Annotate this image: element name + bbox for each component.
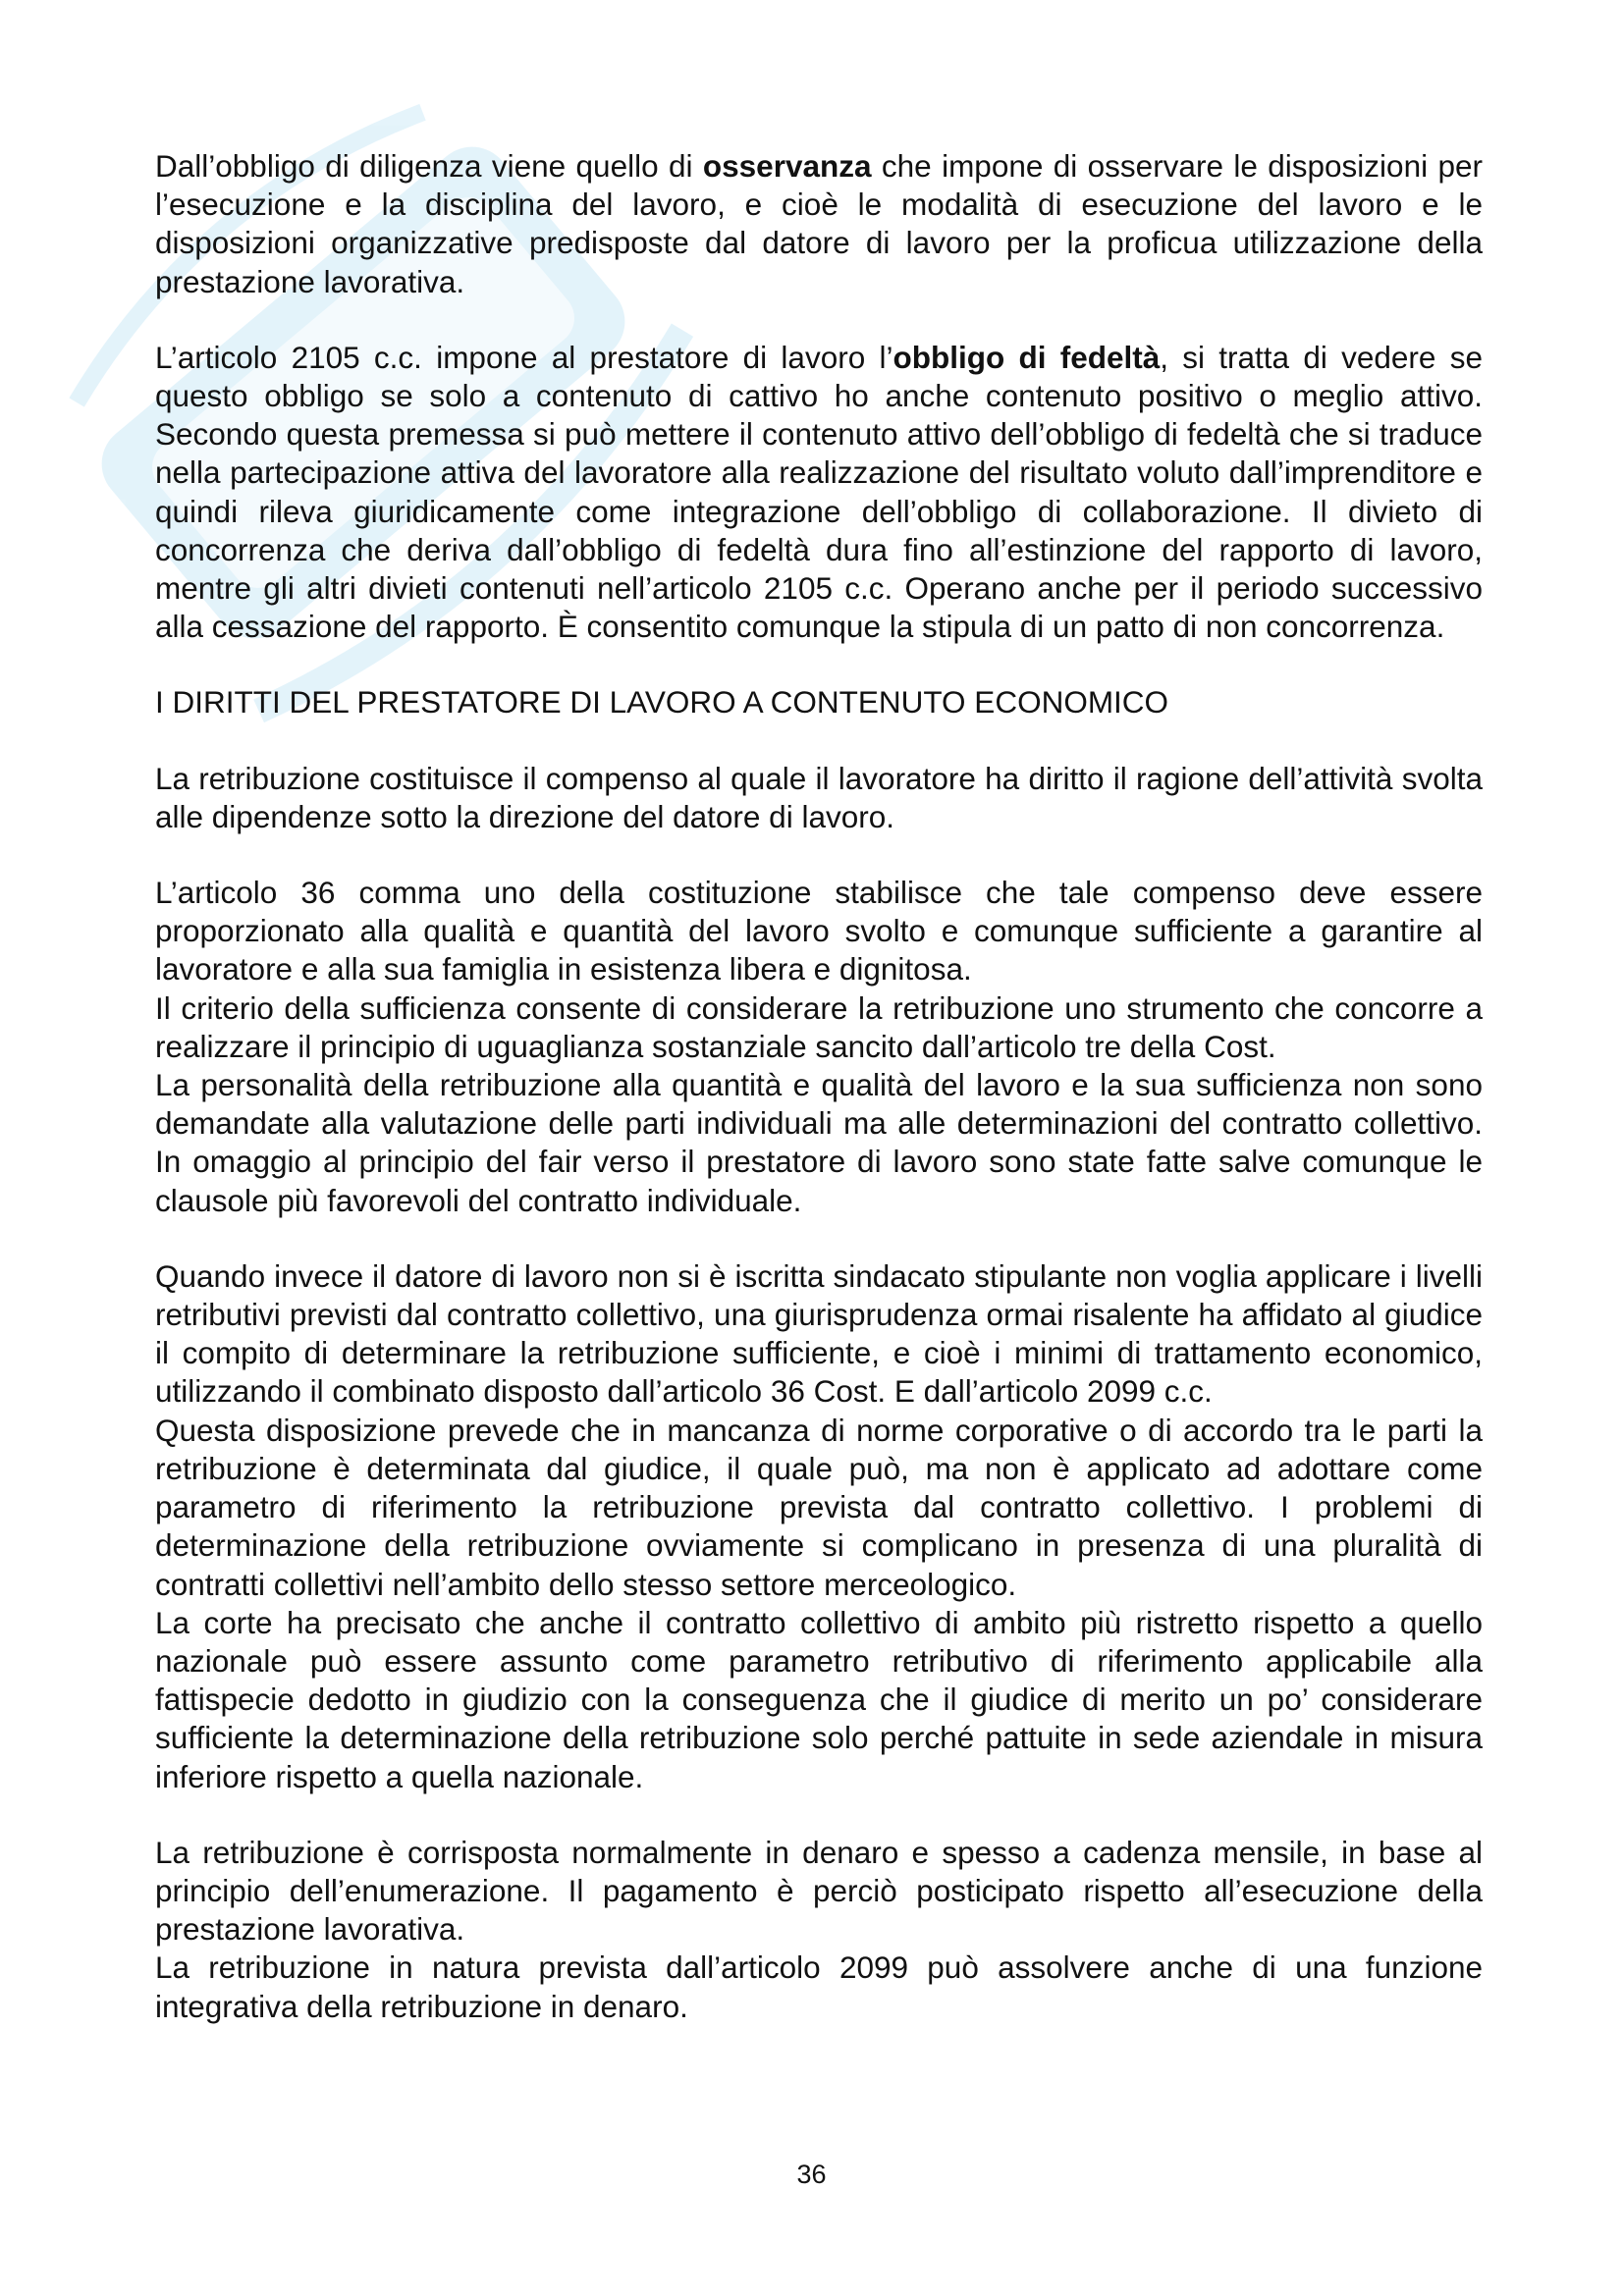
paragraph-osservanza bbox=[155, 147, 1483, 301]
paragraph-personalita: La personalità della retribuzione alla quantità e qualità del lavoro e la sua sufficienza non sono demandate alla valutazione delle parti individuali ma alle determinazioni del contratto collettivo. In omaggio al principio del fair verso il prestatore di lavoro sono state fatte salve comunque le clausole più favorevoli del contratto individuale. bbox=[155, 1067, 1483, 1218]
text-segment: L’articolo 2105 c.c. impone al prestatore di lavoro l’ bbox=[155, 339, 893, 375]
paragraph-articolo-36: L’articolo 36 comma uno della costituzione stabilisce che tale compenso deve essere proporzionato alla qualità e quantità del lavoro svolto e comunque sufficiente a garantire al lavoratore e alla sua famiglia in esistenza libera e dignitosa. bbox=[155, 875, 1483, 988]
text-segment: Dall’obbligo di diligenza viene quello di bbox=[155, 148, 703, 184]
text-segment: , si tratta di vedere se questo obbligo se solo a contenuto di cattivo ho anche contenuto positivo o meglio attivo. Secondo questa premessa si può mettere il contenuto attivo dell’obbligo di fedeltà che si traduce nella partecipazione attiva del lavoratore alla realizzazione del risultato voluto dall’imprenditore e quindi rileva giuridicamente come integrazione dell’obbligo di collaborazione. Il divieto di concorrenza che deriva dall’obbligo di fedeltà dura fino all’estinzione del rapporto di lavoro, mentre gli altri divieti contenuti nell’articolo 2105 c.c. Operano anche per il periodo successivo alla cessazione del rapporto. È consentito comunque la stipula di un patto di non concorrenza. bbox=[155, 339, 1483, 645]
term-osservanza: osservanza bbox=[702, 148, 872, 184]
term-obbligo-di-fedelta: obbligo di fedeltà bbox=[893, 339, 1161, 375]
paragraph-retribuzione-natura: La retribuzione in natura prevista dall’articolo 2099 può assolvere anche di una funzione integrativa della retribuzione in denaro. bbox=[155, 1949, 1483, 2024]
paragraph-fedelta bbox=[155, 339, 1483, 647]
paragraph-denaro: La retribuzione è corrisposta normalmente in denaro e spesso a cadenza mensile, in base al principio dell’enumerazione. Il pagamento è perciò posticipato rispetto all’esecuzione della prestazione lavorativa. bbox=[155, 1834, 1483, 1948]
paragraph-sufficienza: Il criterio della sufficienza consente di considerare la retribuzione uno strumento che concorre a realizzare il principio di uguaglianza sostanziale sancito dall’articolo tre della Cost. bbox=[155, 989, 1483, 1064]
page-content bbox=[155, 147, 1483, 2026]
paragraph-giurisprudenza: Quando invece il datore di lavoro non si è iscritta sindacato stipulante non voglia applicare i livelli retributivi previsti dal contratto collettivo, una giurisprudenza ormai risalente ha affidato al giudice il compito di determinare la retribuzione sufficiente, e cioè i minimi di trattamento economico, utilizzando il combinato disposto dall’articolo 36 Cost. E dall’articolo 2099 c.c. bbox=[155, 1257, 1483, 1410]
paragraph-disposizione-2099: Questa disposizione prevede che in mancanza di norme corporative o di accordo tra le parti la retribuzione è determinata dal giudice, il quale può, ma non è applicato ad adottare come parametro di riferimento la retribuzione prevista dal contratto collettivo. I problemi di determinazione della retribuzione ovviamente si complicano in presenza di una pluralità di contratti collettivi nell’ambito dello stesso settore merceologico. bbox=[155, 1412, 1483, 1602]
paragraph-corte: La corte ha precisato che anche il contratto collettivo di ambito più ristretto rispetto a quello nazionale può essere assunto come parametro retributivo di riferimento applicabile alla fattispecie dedotto in giudizio con la conseguenza che il giudice di merito un po’ considerare sufficiente la determinazione della retribuzione solo perché pattuite in sede aziendale in misura inferiore rispetto a quella nazionale. bbox=[155, 1604, 1483, 1794]
text-segment: che impone di osservare le disposizioni per l’esecuzione e la disciplina del lavoro, e cioè le modalità di esecuzione del lavoro e le disposizioni organizzative predisposte dal datore di lavoro per la proficua utilizzazione della prestazione lavorativa. bbox=[155, 148, 1483, 299]
page-number: 36 bbox=[796, 2160, 827, 2189]
section-heading: I DIRITTI DEL PRESTATORE DI LAVORO A CONTENUTO ECONOMICO bbox=[155, 684, 1169, 721]
paragraph-retribuzione-definizione: La retribuzione costituisce il compenso al quale il lavoratore ha diritto il ragione dell’attività svolta alle dipendenze sotto la direzione del datore di lavoro. bbox=[155, 760, 1483, 834]
